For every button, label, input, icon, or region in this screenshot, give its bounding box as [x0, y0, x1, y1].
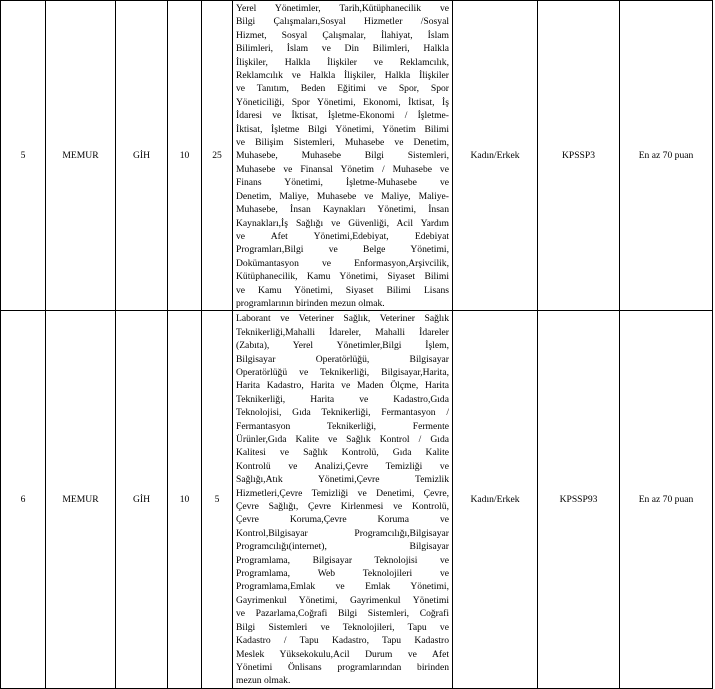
- requirement-line: Hizmet, Sosyal Çalışmalar, İlahiyat, İslam: [236, 29, 449, 41]
- requirement-line: Denetim, Maliye, Muhasebe ve Maliye, Maliye-: [236, 190, 449, 202]
- class-code: GİH: [116, 311, 168, 688]
- requirement-line: Bilgi Çalışmaları,Sosyal Hizmetler /Sosyal: [236, 16, 449, 28]
- requirement-line: Muhasebe, Muhasebe Bilgi Sistemleri,: [236, 150, 449, 162]
- requirement-line: Yöneticiliği, Spor Yönetimi, Ekonomi, İktisat, İş: [236, 96, 449, 108]
- gender: Kadın/Erkek: [453, 311, 538, 688]
- requirement-line: Ürünler,Gıda Kalite ve Sağlık Kontrol / Gıda: [236, 434, 449, 445]
- requirement-line: Gayrimenkul Yönetimi, Gayrimenkul Yönetimi: [236, 594, 449, 606]
- requirement-line: mezun olmak.: [236, 675, 291, 687]
- kpss-score-type: KPSSP93: [538, 311, 620, 688]
- requirement-line: Hizmetleri,Çevre Temizliği ve Denetimi, Çevre,: [236, 487, 449, 499]
- requirement-line: Programcılığı(internet), Bilgisayar: [236, 541, 449, 553]
- requirement-line: Kütüphanecilik, Kamu Yönetimi, Siyaset Bilimi: [236, 271, 449, 283]
- requirement-line: Muhasebe, İnsan Kaynakları Yönetimi, İnsan: [236, 204, 449, 216]
- requirement-line: Programlama,Emlak ve Emlak Yönetimi,: [236, 581, 449, 593]
- requirement-line: Bilgisayar Operatörlüğü, Bilgisayar: [236, 353, 449, 365]
- row-number: 5: [1, 1, 46, 311]
- requirement-line: Fermantasyon Teknikerliği, Fermente: [236, 420, 449, 432]
- position-title: MEMUR: [46, 311, 116, 688]
- requirement-line: Yönetimi Önlisans programlarından birinden: [236, 661, 449, 673]
- position-count: 5: [202, 311, 233, 688]
- requirement-line: Meslek Yüksekokulu,Acil Durum ve Afet: [236, 648, 449, 660]
- requirement-line: ve Bilişim Sistemleri, Muhasebe ve Denetim,: [236, 137, 449, 149]
- kpss-score-type: KPSSP3: [538, 1, 620, 311]
- requirement-line: Reklamcılık ve Halkla İlişkiler, Halkla İlişkiler: [236, 70, 449, 82]
- requirement-line: Programlama, Web Teknolojileri ve: [236, 568, 449, 580]
- requirement-line: Programlama, Bilgisayar Teknolojisi ve: [236, 554, 449, 566]
- requirement-line: Muhasebe ve Finansal Yönetim / Muhasebe ve: [236, 163, 449, 175]
- row-number: 6: [1, 311, 46, 688]
- class-code: GİH: [116, 1, 168, 311]
- requirement-line: Teknikerliği, Harita ve Kadastro,Gıda: [236, 393, 449, 405]
- requirement-line: ve Afet Yönetimi,Edebiyat, Edebiyat: [236, 230, 449, 242]
- requirement-line: ve Pazarlama,Coğrafi Bilgi Sistemleri, Coğrafi: [236, 608, 449, 620]
- position-title: MEMUR: [46, 1, 116, 311]
- requirement-line: Kontrol,Bilgisayar Programcılığı,Bilgisayar: [236, 527, 449, 539]
- requirement-line: İktisat, İşletme Bilgi Yönetimi, Yönetim Bilimi: [236, 123, 449, 135]
- requirement-line: Yerel Yönetimler, Tarih,Kütüphanecilik ve: [236, 3, 449, 14]
- requirement-line: Finans Yönetimi, İşletme-Muhasebe ve: [236, 177, 449, 189]
- gender: Kadın/Erkek: [453, 1, 538, 311]
- requirement-line: Harita Kadastro, Harita ve Maden Ölçme, Harita: [236, 380, 449, 392]
- degree: 10: [168, 1, 202, 311]
- requirement-line: Kontrolü ve Analizi,Çevre Temizliği ve: [236, 460, 449, 472]
- requirement-line: Kadastro / Tapu Kadastro, Tapu Kadastro: [236, 635, 449, 647]
- table-row: [1, 311, 713, 688]
- requirement-line: Dokümantasyon ve Enformasyon,Arşivcilik,: [236, 257, 449, 269]
- position-count: 25: [202, 1, 233, 311]
- education-requirements: [233, 1, 453, 311]
- requirement-line: İlişkiler, Halkla İlişkiler ve Reklamcılık,: [236, 56, 449, 68]
- requirement-line: Çevre Sağlığı, Çevre Kirlenmesi ve Kontrolü,: [236, 501, 449, 513]
- minimum-score: En az 70 puan: [620, 311, 713, 688]
- requirement-line: ve Kamu Yönetimi, Siyaset Bilimi Lisans: [236, 284, 449, 296]
- requirement-line: Bilgi Sistemleri ve Teknolojileri, Tapu ve: [236, 621, 449, 633]
- requirement-line: Bilimleri, İslam ve Din Bilimleri, Halkla: [236, 43, 449, 55]
- requirement-line: Sağlığı,Atık Yönetimi,Çevre Temizlik: [236, 474, 449, 486]
- requirement-line: Çevre Koruma,Çevre Koruma ve: [236, 514, 449, 526]
- requirement-line: Teknikerliği,Mahalli İdareler, Mahalli İdareler: [236, 326, 449, 338]
- minimum-score: En az 70 puan: [620, 1, 713, 311]
- requirement-line: Programları,Bilgi ve Belge Yönetimi,: [236, 244, 449, 256]
- requirement-line: İdaresi ve İktisat, İşletme-Ekonomi / İşletme-: [236, 110, 449, 122]
- requirement-line: Laborant ve Veteriner Sağlık, Veteriner Sağlık: [236, 313, 449, 325]
- requirement-line: programlarının birinden mezun olmak.: [236, 297, 385, 309]
- requirement-line: (Zabıta), Yerel Yönetimler,Bilgi İşlem,: [236, 340, 449, 352]
- table-row: [1, 1, 713, 311]
- requirement-line: ve Tanıtım, Beden Eğitimi ve Spor, Spor: [236, 83, 449, 95]
- requirement-line: Operatörlüğü ve Teknikerliği, Bilgisayar,Harita,: [236, 366, 449, 378]
- requirement-line: Kaynakları,İş Sağlığı ve Güvenliği, Acil Yardım: [236, 217, 449, 229]
- requirement-line: Kalitesi ve Sağlık Kontrolü, Gıda Kalite: [236, 447, 449, 459]
- degree: 10: [168, 311, 202, 688]
- education-requirements: [233, 311, 453, 688]
- requirement-line: Teknolojisi, Gıda Teknikerliği, Fermantasyon /: [236, 407, 449, 419]
